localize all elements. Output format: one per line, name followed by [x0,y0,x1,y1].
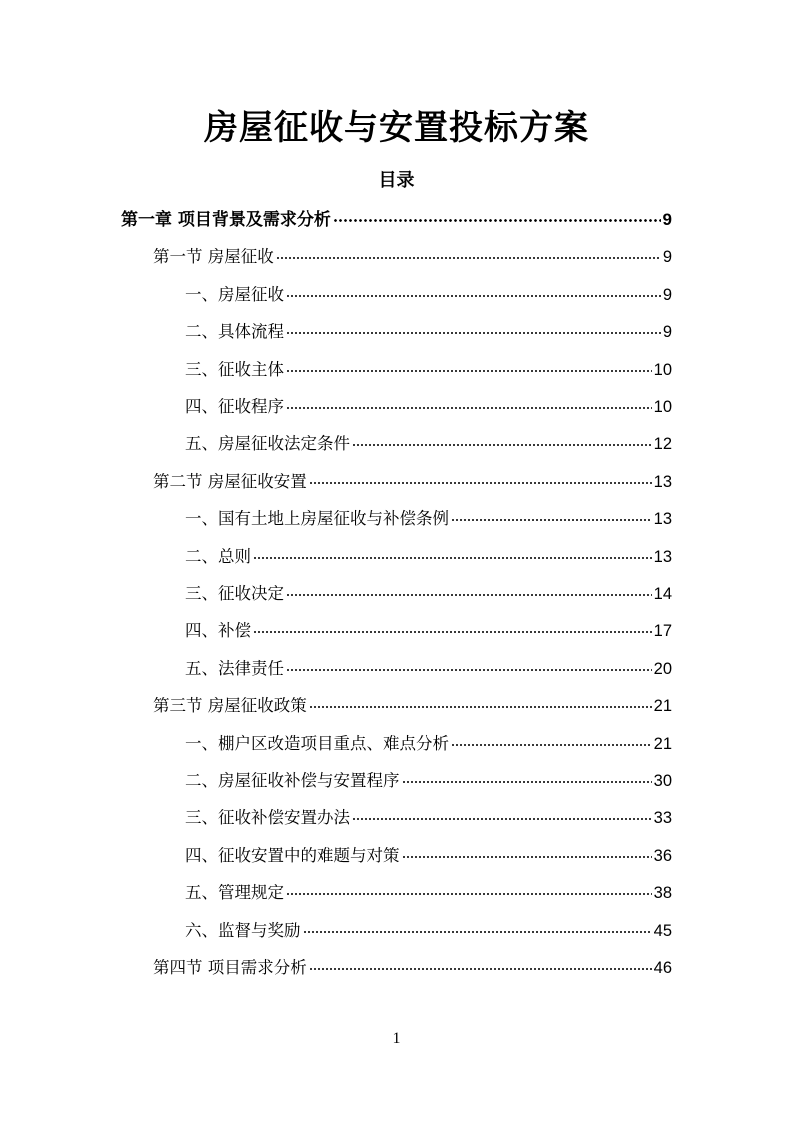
toc-entry-label: 四、征收安置中的难题与对策 [185,845,400,865]
toc-entry-page: 45 [653,921,672,940]
dot-leader [276,256,661,260]
toc-entry-page: 46 [653,959,672,977]
toc-entry-label: 第三节 房屋征收政策 [153,696,307,716]
toc-entry-page: 14 [653,585,672,603]
toc-entry[interactable] [153,953,672,983]
dot-leader [309,481,652,485]
toc-entry[interactable] [185,841,672,871]
toc-entry-label: 五、管理规定 [185,883,284,903]
toc-entry-label: 一、房屋征收 [185,284,284,304]
toc-entry-page: 17 [653,622,672,641]
dot-leader [309,705,652,709]
dot-leader [253,630,652,634]
toc-entry-page: 13 [653,510,672,529]
toc-entry-page: 10 [653,398,672,416]
toc-entry[interactable] [153,242,672,272]
toc-entry[interactable] [153,691,672,721]
toc-entry-page: 21 [653,734,672,753]
toc-entry-page: 10 [653,360,672,379]
dot-leader [253,556,652,560]
toc-entry-label: 五、法律责任 [185,658,284,678]
toc-entry[interactable] [185,504,672,534]
toc-entry-page: 9 [662,285,672,304]
dot-leader [286,369,652,373]
toc-entry-label: 第二节 房屋征收安置 [153,471,307,491]
toc-entry[interactable] [185,579,672,609]
toc-entry-label: 六、监督与奖励 [185,920,301,940]
toc-entry-page: 36 [653,846,672,865]
toc-entry[interactable] [185,616,672,646]
toc-entry[interactable] [185,280,672,310]
toc-entry-label: 四、补偿 [185,621,251,641]
toc-entry[interactable] [185,355,672,385]
dot-leader [352,817,652,821]
toc-entry-label: 第四节 项目需求分析 [153,958,307,977]
toc-entry-page: 12 [653,435,672,454]
toc-entry-label: 三、征收主体 [185,359,284,379]
dot-leader [303,930,652,934]
dot-leader [402,780,652,784]
dot-leader [309,967,652,971]
dot-leader [286,892,652,896]
toc-entry[interactable] [185,654,672,684]
toc-entry-label: 二、具体流程 [185,322,284,342]
document-title: 房屋征收与安置投标方案 [204,108,589,148]
toc-entry[interactable] [185,317,672,347]
toc-entry-label: 三、征收决定 [185,584,284,603]
toc-entry-page: 13 [653,472,672,491]
toc-entry[interactable] [121,205,672,235]
dot-leader [352,443,652,447]
toc-entry-label: 五、房屋征收法定条件 [185,434,350,454]
toc-entry[interactable] [185,542,672,572]
toc-entry[interactable] [185,766,672,796]
toc-entry-page: 9 [662,323,672,342]
toc-entry-page: 38 [653,884,672,903]
toc-entry-label: 四、征收程序 [185,397,284,416]
toc-entry[interactable] [153,467,672,497]
toc-entry-page: 13 [653,547,672,566]
dot-leader [286,406,652,410]
toc-entry-page: 33 [653,809,672,828]
toc-entry-page: 30 [653,772,672,790]
toc-entry-label: 第一章 项目背景及需求分析 [121,210,331,230]
toc-entry[interactable] [185,729,672,759]
toc-entry[interactable] [185,392,672,422]
toc-entry[interactable] [185,429,672,459]
toc-entry-label: 第一节 房屋征收 [153,247,274,267]
toc-entry-label: 三、征收补偿安置办法 [185,808,350,828]
dot-leader [451,743,652,747]
toc-entry-label: 二、房屋征收补偿与安置程序 [185,771,400,790]
toc-entry-label: 一、棚户区改造项目重点、难点分析 [185,733,449,753]
toc-entry[interactable] [185,916,672,946]
toc-entry[interactable] [185,803,672,833]
toc-heading: 目录 [378,170,415,191]
dot-leader [286,331,661,335]
dot-leader [286,593,652,597]
dot-leader [286,294,661,298]
toc-entry-page: 9 [662,210,672,229]
dot-leader [333,218,661,223]
dot-leader [402,855,652,859]
dot-leader [286,668,652,672]
toc-entry-page: 20 [653,659,672,678]
page-number: 1 [392,1030,401,1047]
toc-entry-page: 21 [653,697,672,716]
dot-leader [451,518,652,522]
toc-entry[interactable] [185,878,672,908]
toc-entry-label: 一、国有土地上房屋征收与补偿条例 [185,509,449,529]
toc-entry-label: 二、总则 [185,546,251,566]
toc-entry-page: 9 [662,248,672,267]
